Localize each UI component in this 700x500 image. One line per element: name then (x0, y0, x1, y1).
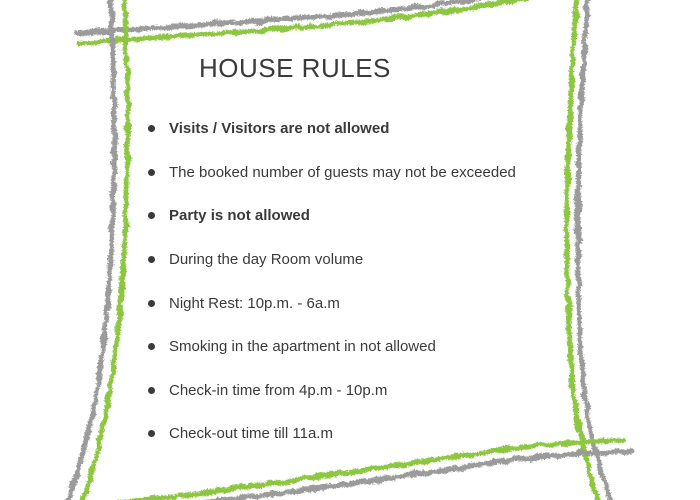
bullet-icon (148, 300, 155, 307)
frame-bottom-gray-stroke (134, 451, 632, 500)
rule-text: Party is not allowed (169, 207, 310, 225)
bullet-icon (148, 343, 155, 350)
bullet-icon (148, 387, 155, 394)
list-item (148, 281, 516, 325)
bullet-icon (148, 169, 155, 176)
frame-top-green-stroke (79, 0, 538, 43)
bullet-icon (148, 212, 155, 219)
frame-left-green-stroke (80, 0, 128, 500)
bullet-icon (148, 430, 155, 437)
bullet-icon (148, 256, 155, 263)
frame-right-gray-stroke (578, 0, 612, 500)
list-item (148, 151, 516, 195)
list-item (148, 238, 516, 282)
rules-list (148, 107, 516, 456)
list-item (148, 412, 516, 456)
list-item (148, 369, 516, 413)
bullet-icon (148, 125, 155, 132)
rule-text: Check-in time from 4p.m - 10p.m (169, 381, 388, 399)
rule-text: Night Rest: 10p.m. - 6a.m (169, 294, 340, 312)
frame-right-green-stroke (567, 0, 599, 500)
rule-text: Visits / Visitors are not allowed (169, 120, 390, 138)
rule-text: Smoking in the apartment in not allowed (169, 338, 436, 356)
page-title: HOUSE RULES (199, 53, 391, 83)
list-item (148, 107, 516, 151)
rule-text: Check-out time till 11a.m (169, 425, 333, 443)
rule-text: During the day Room volume (169, 251, 364, 269)
frame-left-gray-stroke (66, 0, 114, 500)
list-item (148, 194, 516, 238)
list-item (148, 325, 516, 369)
rule-text: The booked number of guests may not be exceeded (169, 163, 516, 181)
frame-top-gray-stroke (78, 0, 510, 33)
